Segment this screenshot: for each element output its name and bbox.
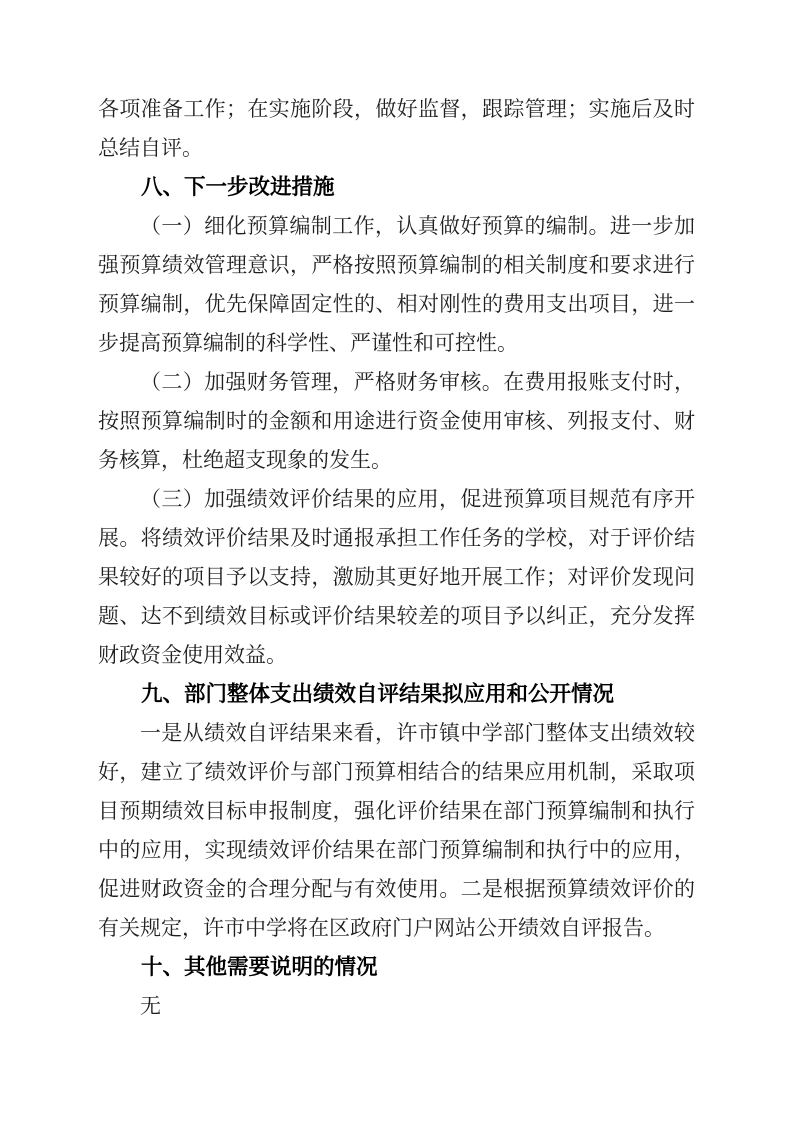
section-heading: 八、下一步改进措施: [141, 175, 335, 199]
section-heading: 九、部门整体支出绩效自评结果拟应用和公开情况: [141, 682, 615, 706]
body-paragraph: 一是从绩效自评结果来看，许市镇中学部门整体支出绩效较好，建立了绩效评价与部门预算相结合的结果应用机制，采取项目预期绩效目标申报制度，强化评价结果在部门预算编制和执行中的应用，实现绩效评价结果在部门预算编制和执行中的应用，促进财政资金的合理分配与有效使用。二是根据预算绩效评价的有关规定，许市中学将在区政府门户网站公开绩效自评报告。: [98, 721, 695, 940]
body-paragraph: （一）细化预算编制工作，认真做好预算的编制。进一步加强预算绩效管理意识，严格按照预算编制的相关制度和要求进行预算编制，优先保障固定性的、相对刚性的费用支出项目，进一步提高预算编制的科学性、严谨性和可控性。: [98, 214, 695, 355]
body-paragraph: （三）加强绩效评价结果的应用，促进预算项目规范有序开展。将绩效评价结果及时通报承担工作任务的学校，对于评价结果较好的项目予以支持，激励其更好地开展工作；对评价发现问题、达不到绩效目标或评价结果较差的项目予以纠正，充分发挥财政资金使用效益。: [98, 487, 695, 667]
body-paragraph: 各项准备工作；在实施阶段，做好监督，跟踪管理；实施后及时总结自评。: [98, 97, 695, 160]
body-paragraph: （二）加强财务管理，严格财务审核。在费用报账支付时，按照预算编制时的金额和用途进行资金使用审核、列报支付、财务核算，杜绝超支现象的发生。: [98, 370, 695, 472]
section-heading: 十、其他需要说明的情况: [141, 955, 378, 979]
document-content: [98, 90, 695, 1026]
body-paragraph: 无: [140, 994, 161, 1018]
